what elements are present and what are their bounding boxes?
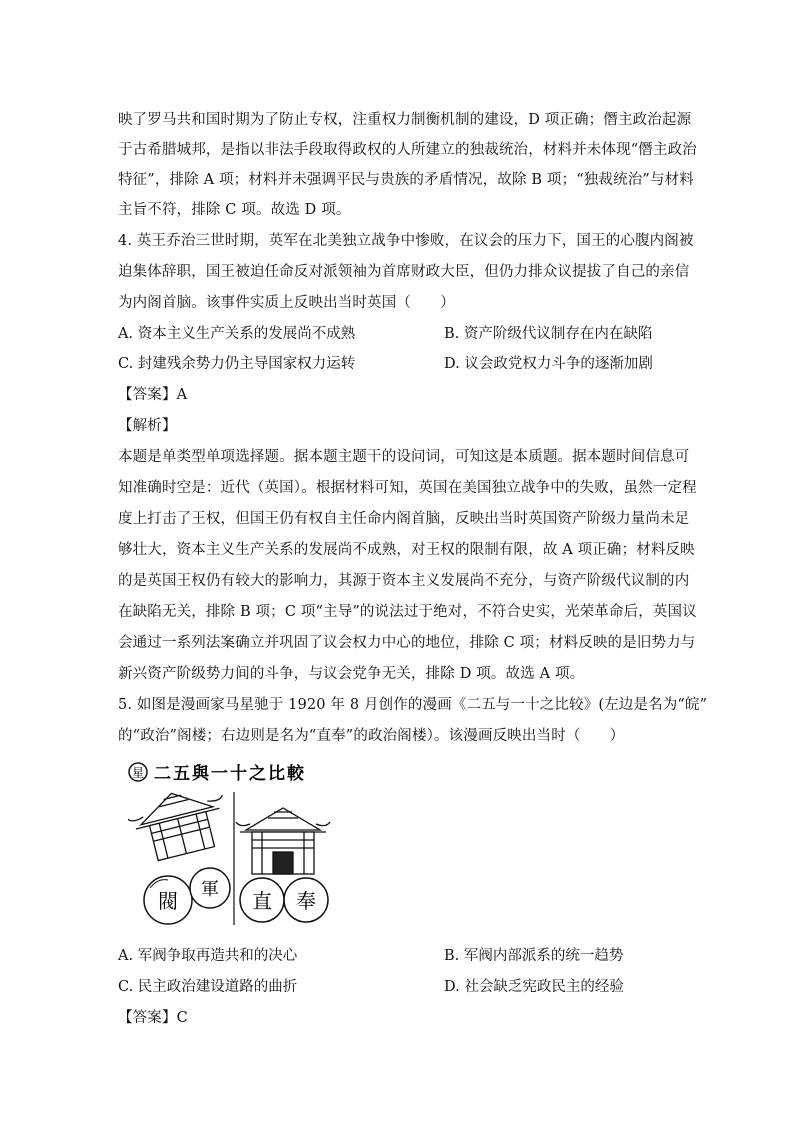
option-d: D. 议会政党权力斗争的逐渐加剧 bbox=[444, 356, 653, 372]
question-stem: 4. 英王乔治三世时期，英军在北美独立战争中惨败，在议会的压力下，国王的心腹内阁被 bbox=[118, 233, 694, 249]
cartoon-figure bbox=[128, 760, 333, 928]
option-d: D. 社会缺乏宪政民主的经验 bbox=[444, 979, 624, 995]
question-stem: 为内阁首脑。该事件实质上反映出当时英国（ ） bbox=[118, 295, 455, 311]
option-a: A. 军阀争取再造共和的决心 bbox=[118, 948, 298, 964]
cartoon-title: 二五與一十之比較 bbox=[154, 764, 306, 784]
cartoon-drawing bbox=[128, 760, 333, 928]
ball-left-1: 閥 bbox=[158, 889, 178, 913]
text-line: 于古希腊城邦，是指以非法手段取得政权的人所建立的独裁统治，材料并未体现“僭主政治 bbox=[118, 142, 697, 158]
ball-left-2: 軍 bbox=[201, 879, 219, 900]
analysis-line: 知准确时空是：近代（英国）。根据材料可知，英国在美国独立战争中的失败，虽然一定程 bbox=[118, 480, 697, 496]
option-c: C. 封建残余势力仍主导国家权力运转 bbox=[118, 356, 356, 372]
text-line: 映了罗马共和国时期为了防止专权，注重权力制衡机制的建设，D 项正确；僭主政治起源 bbox=[118, 112, 692, 128]
analysis-line: 新兴资产阶级势力间的斗争，与议会党争无关，排除 D 项。故选 A 项。 bbox=[118, 666, 585, 682]
analysis-line: 够壮大，资本主义生产关系的发展尚不成熟，对王权的限制有限，故 A 项正确；材料反映 bbox=[118, 542, 695, 558]
option-b: B. 资产阶级代议制存在内在缺陷 bbox=[444, 326, 653, 342]
question-stem: 迫集体辞职，国王被迫任命反对派领袖为首席财政大臣，但仍力排众议提拔了自己的亲信 bbox=[118, 264, 690, 280]
option-c: C. 民主政治建设道路的曲折 bbox=[118, 979, 298, 995]
cartoon-seal-char: 星 bbox=[131, 766, 145, 780]
analysis-line: 会通过一系列法案确立并巩固了议会权力中心的地位，排除 C 项；材料反映的是旧势力与 bbox=[118, 635, 696, 651]
analysis-label: 【解析】 bbox=[118, 418, 177, 434]
text-line: 主旨不符，排除 C 项。故选 D 项。 bbox=[118, 202, 351, 218]
ball-right-1: 直 bbox=[252, 889, 272, 913]
analysis-line: 本题是单类型单项选择题。据本题主题干的设问词，可知这是本质题。据本题时间信息可 bbox=[118, 449, 690, 465]
question-stem: 的“政治”阁楼；右边则是名为“直奉”的政治阁楼）。该漫画反映出当时（ ） bbox=[118, 728, 625, 744]
option-a: A. 资本主义生产关系的发展尚不成熟 bbox=[118, 326, 356, 342]
answer-line: 【答案】C bbox=[118, 1010, 188, 1026]
answer-line: 【答案】A bbox=[118, 387, 188, 403]
analysis-line: 度上打击了王权，但国王仍有权自主任命内阁首脑，反映出当时英国资产阶级力量尚未足 bbox=[118, 511, 690, 527]
option-b: B. 军阀内部派系的统一趋势 bbox=[444, 948, 624, 964]
text-line: 特征”，排除 A 项；材料并未强调平民与贵族的矛盾情况，故除 B 项；“独裁统治”与材料 bbox=[118, 172, 694, 188]
ball-right-2: 奉 bbox=[296, 889, 316, 913]
analysis-line: 的是英国王权仍有较大的影响力，其源于资本主义发展尚不充分，与资产阶级代议制的内 bbox=[118, 573, 690, 589]
question-stem: 5. 如图是漫画家马星驰于 1920 年 8 月创作的漫画《二五与一十之比较》(左边是名为“皖” bbox=[118, 697, 708, 713]
analysis-line: 在缺陷无关，排除 B 项；C 项“主导”的说法过于绝对，不符合史实，光荣革命后，英国议 bbox=[118, 604, 697, 620]
